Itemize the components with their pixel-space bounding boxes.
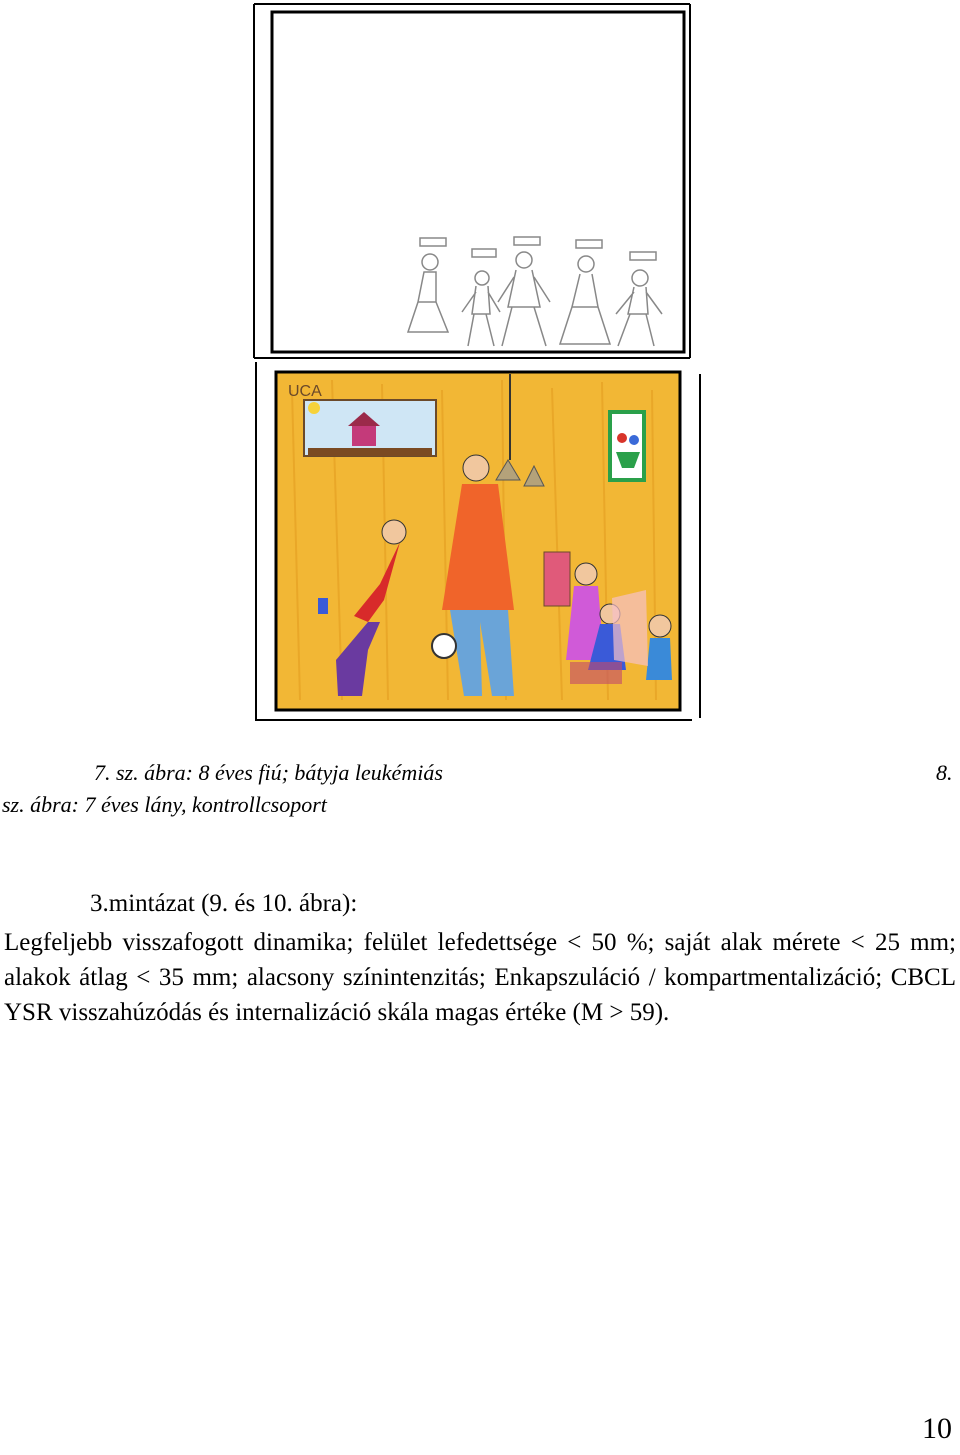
figure-7-drawing: [250, 2, 700, 362]
figure-8-caption: sz. ábra: 7 éves lány, kontrollcsoport: [2, 792, 327, 817]
svg-text:UCA: UCA: [288, 383, 322, 400]
page-number: 10: [922, 1412, 952, 1445]
pattern-description: Legfeljebb visszafogott dinamika; felület lefedettsége < 50 %; saját alak mérete < 25 mm; alakok átlag < 35 mm; alacsony színintenzitás; Enkapszuláció / kompartmentalizáció; CBCL YSR visszahúzódás és internalizáció skála magas értéke (M > 59).: [4, 929, 956, 1026]
pattern-heading: 3.mintázat (9. és 10. ábra):: [90, 890, 358, 917]
figure-8-caption-number: 8.: [936, 760, 953, 785]
figure-7-caption: 7. sz. ábra: 8 éves fiú; bátyja leukémiás: [94, 760, 443, 785]
figure-8-drawing: [252, 360, 704, 724]
